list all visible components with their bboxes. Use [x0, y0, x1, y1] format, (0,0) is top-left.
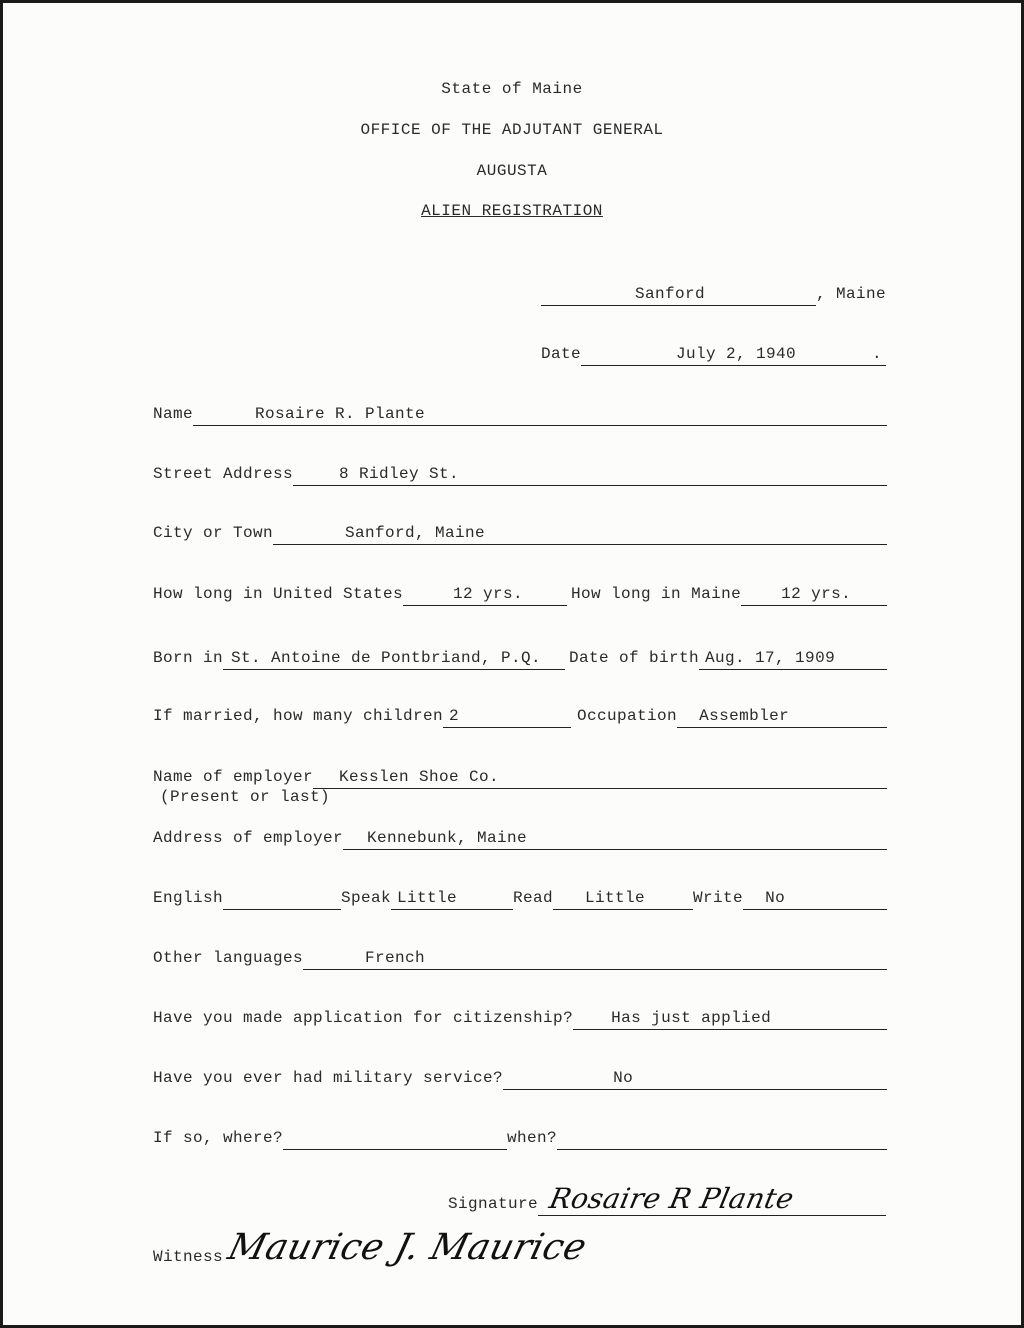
citizenship-row	[153, 1006, 887, 1030]
citizenship-field	[573, 1007, 887, 1030]
dob-value: Aug. 17, 1909	[705, 649, 836, 667]
date-row	[541, 342, 886, 366]
place-suffix: , Maine	[815, 285, 886, 303]
signature-row	[448, 1182, 886, 1216]
street-value: 8 Ridley St.	[339, 465, 460, 483]
where-field	[283, 1127, 507, 1150]
occupation-field	[677, 705, 887, 728]
children-field	[443, 705, 571, 728]
place-row	[541, 282, 886, 306]
place-field	[541, 283, 816, 306]
speak-value: Little	[397, 889, 458, 907]
date-end: .	[871, 345, 882, 363]
english-field	[223, 887, 341, 910]
city-value: Sanford, Maine	[345, 524, 486, 542]
born-in-value: St. Antoine de Pontbriand, P.Q.	[231, 649, 542, 667]
name-value: Rosaire R. Plante	[255, 405, 426, 423]
street-field	[293, 463, 887, 486]
english-label: English	[153, 889, 224, 907]
employer-field	[313, 766, 887, 789]
city-row	[153, 521, 887, 545]
where-label: If so, where?	[153, 1129, 284, 1147]
birth-row	[153, 646, 887, 670]
header-state: State of Maine	[441, 80, 583, 98]
date-field	[581, 343, 886, 366]
name-field	[193, 403, 887, 426]
us-time-value: 12 yrs.	[453, 585, 524, 603]
witness-row	[153, 1226, 673, 1270]
signature-field	[538, 1182, 886, 1216]
employer-address-label: Address of employer	[153, 829, 344, 847]
signature-label: Signature	[448, 1195, 539, 1213]
other-languages-field	[303, 947, 887, 970]
dob-label: Date of birth	[569, 649, 700, 667]
employer-address-value: Kennebunk, Maine	[367, 829, 528, 847]
languages-row	[153, 946, 887, 970]
employer-row	[153, 765, 887, 789]
military-field	[503, 1067, 887, 1090]
signature-value: Rosaire R Plante	[546, 1182, 798, 1215]
other-languages-value: French	[365, 949, 426, 967]
employer-address-field	[343, 827, 887, 850]
when-label: when?	[507, 1129, 558, 1147]
witness-signature: Maurice J. Maurice	[224, 1227, 591, 1268]
us-time-field	[403, 583, 567, 606]
city-field	[273, 522, 887, 545]
children-value: 2	[449, 707, 460, 725]
family-row	[153, 704, 887, 728]
date-label: Date	[541, 345, 582, 363]
other-languages-label: Other languages	[153, 949, 304, 967]
employer-address-row	[153, 826, 887, 850]
military-value: No	[613, 1069, 634, 1087]
read-field	[553, 887, 693, 910]
occupation-label: Occupation	[577, 707, 678, 725]
write-label: Write	[693, 889, 744, 907]
born-in-field	[223, 647, 565, 670]
read-label: Read	[513, 889, 554, 907]
write-value: No	[765, 889, 786, 907]
name-row	[153, 402, 887, 426]
dob-field	[699, 647, 887, 670]
street-label: Street Address	[153, 465, 294, 483]
citizenship-value: Has just applied	[611, 1009, 772, 1027]
employer-sublabel: (Present or last)	[160, 788, 331, 806]
citizenship-label: Have you made application for citizenship?	[153, 1009, 574, 1027]
maine-time-label: How long in Maine	[571, 585, 742, 603]
military-label: Have you ever had military service?	[153, 1069, 504, 1087]
write-field	[743, 887, 887, 910]
read-value: Little	[585, 889, 646, 907]
occupation-value: Assembler	[699, 707, 790, 725]
street-row	[153, 462, 887, 486]
name-label: Name	[153, 405, 194, 423]
city-label: City or Town	[153, 524, 274, 542]
us-time-label: How long in United States	[153, 585, 404, 603]
military-row	[153, 1066, 887, 1090]
form-title: ALIEN REGISTRATION	[421, 202, 603, 220]
header-city: AUGUSTA	[476, 162, 548, 180]
english-row	[153, 886, 887, 910]
witness-label: Witness	[153, 1248, 224, 1266]
header-office: OFFICE OF THE ADJUTANT GENERAL	[360, 121, 664, 139]
children-label: If married, how many children	[153, 707, 444, 725]
employer-label: Name of employer	[153, 768, 314, 786]
service-detail-row	[153, 1126, 887, 1150]
maine-time-field	[741, 583, 887, 606]
speak-field	[391, 887, 513, 910]
maine-time-value: 12 yrs.	[781, 585, 852, 603]
place-value: Sanford	[635, 285, 706, 303]
when-field	[557, 1127, 887, 1150]
employer-value: Kesslen Shoe Co.	[339, 768, 500, 786]
date-value: July 2, 1940	[676, 345, 797, 363]
residence-row	[153, 582, 887, 606]
born-in-label: Born in	[153, 649, 224, 667]
speak-label: Speak	[341, 889, 392, 907]
